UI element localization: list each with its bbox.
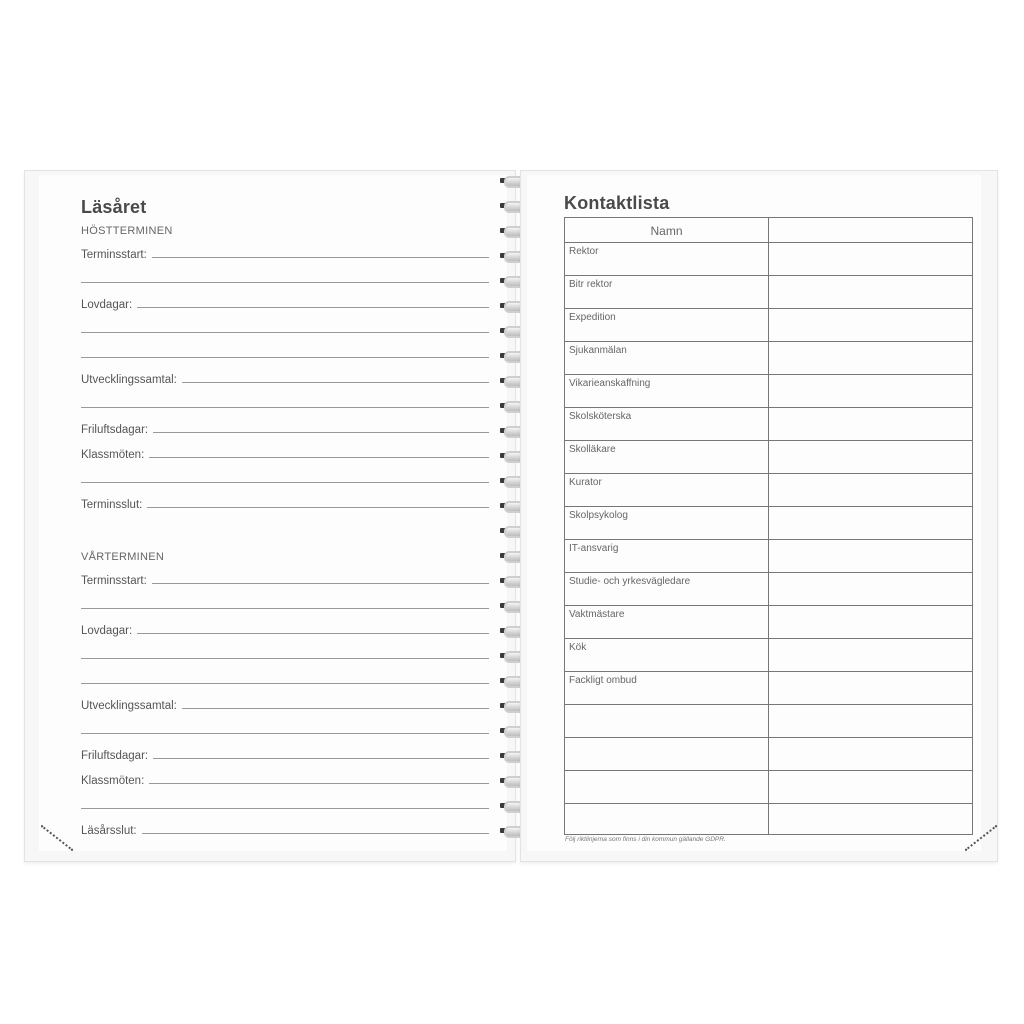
contact-role-label: Skolpsykolog bbox=[569, 510, 628, 521]
field-label: Terminsstart: bbox=[81, 249, 147, 261]
contact-role-label: Rektor bbox=[569, 246, 599, 257]
writing-line[interactable] bbox=[81, 332, 489, 333]
writing-line[interactable] bbox=[81, 608, 489, 609]
field-label: Läsårsslut: bbox=[81, 825, 137, 837]
field-label: Utvecklingssamtal: bbox=[81, 374, 177, 386]
writing-line[interactable] bbox=[81, 282, 489, 283]
right-page-content bbox=[527, 175, 981, 851]
contact-role-label: Skolläkare bbox=[569, 444, 616, 455]
field-spring-outdoor-days[interactable] bbox=[81, 748, 489, 762]
contact-role-label: Expedition bbox=[569, 312, 616, 323]
table-row[interactable] bbox=[565, 506, 972, 540]
field-label: Terminsstart: bbox=[81, 575, 147, 587]
table-row[interactable] bbox=[565, 770, 972, 804]
contact-table bbox=[564, 217, 973, 835]
field-label: Utvecklingssamtal: bbox=[81, 700, 177, 712]
table-row[interactable] bbox=[565, 341, 972, 375]
writing-line[interactable] bbox=[81, 658, 489, 659]
field-label: Lovdagar: bbox=[81, 299, 133, 311]
section-heading-autumn: HÖSTTERMINEN bbox=[81, 225, 173, 237]
contact-role-label: Skolsköterska bbox=[569, 411, 632, 422]
field-label: Lovdagar: bbox=[81, 625, 133, 637]
right-page bbox=[520, 170, 998, 862]
contact-role-label: IT-ansvarig bbox=[569, 543, 619, 554]
field-autumn-class-meetings[interactable] bbox=[81, 447, 489, 461]
field-label: Terminsslut: bbox=[81, 499, 143, 511]
table-row[interactable] bbox=[565, 671, 972, 705]
table-row[interactable] bbox=[565, 473, 972, 507]
open-notebook bbox=[22, 166, 1000, 866]
field-autumn-development-talks[interactable] bbox=[81, 372, 489, 386]
contact-role-label: Kurator bbox=[569, 477, 602, 488]
field-spring-class-meetings[interactable] bbox=[81, 773, 489, 787]
contact-role-label: Kök bbox=[569, 642, 587, 653]
table-row[interactable] bbox=[565, 539, 972, 573]
table-row[interactable] bbox=[565, 737, 972, 771]
table-row[interactable] bbox=[565, 308, 972, 342]
table-row[interactable] bbox=[565, 638, 972, 672]
contact-role-label: Vikarieanskaffning bbox=[569, 378, 651, 389]
writing-line[interactable] bbox=[81, 808, 489, 809]
writing-line[interactable] bbox=[81, 683, 489, 684]
writing-line[interactable] bbox=[81, 407, 489, 408]
writing-line[interactable] bbox=[81, 357, 489, 358]
table-row[interactable] bbox=[565, 704, 972, 738]
writing-line[interactable] bbox=[81, 482, 489, 483]
page-title-kontaktlista: Kontaktlista bbox=[564, 193, 670, 213]
contact-role-label: Bitr rektor bbox=[569, 279, 613, 290]
table-row[interactable] bbox=[565, 605, 972, 639]
contact-role-label: Sjukanmälan bbox=[569, 345, 627, 356]
field-autumn-term-start[interactable] bbox=[81, 247, 489, 261]
field-label: Friluftsdagar: bbox=[81, 750, 149, 762]
contact-role-label: Studie- och yrkesvägledare bbox=[569, 576, 691, 587]
table-row[interactable] bbox=[565, 374, 972, 408]
table-row[interactable] bbox=[565, 275, 972, 309]
table-row[interactable] bbox=[565, 242, 972, 276]
section-heading-spring: VÅRTERMINEN bbox=[81, 551, 165, 563]
field-spring-holidays[interactable] bbox=[81, 623, 489, 637]
writing-line[interactable] bbox=[81, 733, 489, 734]
contact-role-label: Vaktmästare bbox=[569, 609, 625, 620]
field-school-year-end[interactable] bbox=[81, 823, 489, 837]
table-header-name: Namn bbox=[650, 224, 683, 238]
table-row[interactable] bbox=[565, 440, 972, 474]
gdpr-footnote: Följ riktlinjerna som finns i din kommun gällande GDPR. bbox=[565, 836, 726, 843]
left-page-content bbox=[39, 175, 507, 851]
field-spring-development-talks[interactable] bbox=[81, 698, 489, 712]
table-row[interactable] bbox=[565, 572, 972, 606]
field-label: Friluftsdagar: bbox=[81, 424, 149, 436]
table-row[interactable] bbox=[565, 803, 972, 837]
table-row[interactable] bbox=[565, 407, 972, 441]
field-spring-term-start[interactable] bbox=[81, 573, 489, 587]
page-title-lasaret: Läsåret bbox=[81, 197, 147, 217]
field-label: Klassmöten: bbox=[81, 449, 145, 461]
field-autumn-term-end[interactable] bbox=[81, 497, 489, 511]
field-autumn-outdoor-days[interactable] bbox=[81, 422, 489, 436]
field-autumn-holidays[interactable] bbox=[81, 297, 489, 311]
field-label: Klassmöten: bbox=[81, 775, 145, 787]
contact-role-label: Fackligt ombud bbox=[569, 675, 637, 686]
left-page bbox=[24, 170, 516, 862]
